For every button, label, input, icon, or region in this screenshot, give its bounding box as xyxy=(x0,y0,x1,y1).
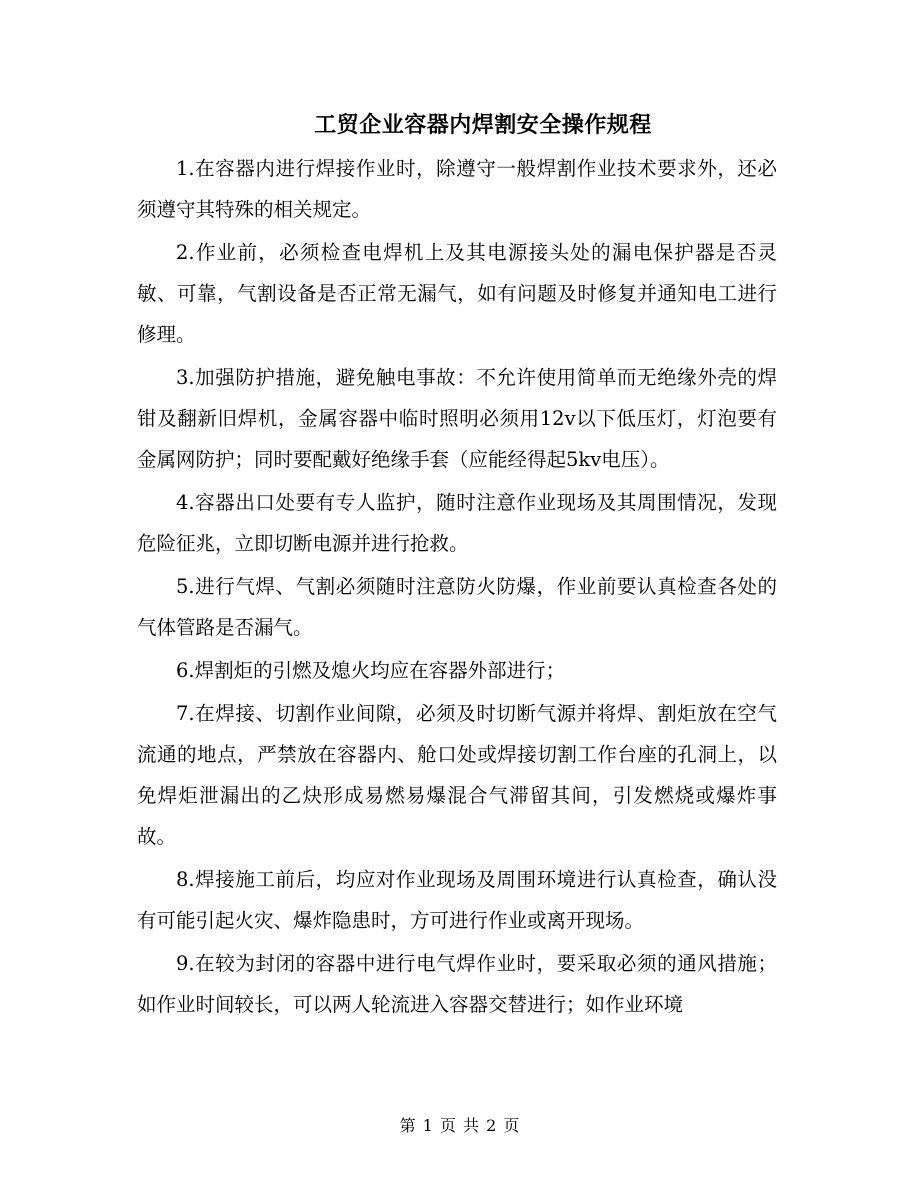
paragraph-6: 6.焊割炬的引燃及熄火均应在容器外部进行； xyxy=(176,659,566,682)
paragraph-9: 9.在较为封闭的容器中进行电气焊作业时，要采取必须的通风措施；如作业时间较长，可以两人轮流进入容器交替进行；如作业环境 xyxy=(137,952,777,1016)
paragraph-3: 3.加强防护措施，避免触电事故：不允许使用简单而无绝缘外壳的焊钳及翻新旧焊机，金属容器中临时照明必须用12v以下低压灯，灯泡要有金属网防护；同时要配戴好绝缘手套（应能经得起5kv电压）。 xyxy=(137,366,777,471)
document-title: 工贸企业容器内焊割安全操作规程 xyxy=(314,112,652,138)
paragraph-2: 2.作业前，必须检查电焊机上及其电源接头处的漏电保护器是否灵敏、可靠，气割设备是否正常无漏气，如有问题及时修复并通知电工进行修理。 xyxy=(137,241,777,346)
paragraph-8: 8.焊接施工前后，均应对作业现场及周围环境进行认真检查，确认没有可能引起火灾、爆炸隐患时，方可进行作业或离开现场。 xyxy=(137,868,777,932)
page-footer: 第 1 页 共 2 页 xyxy=(399,1116,521,1135)
paragraph-1: 1.在容器内进行焊接作业时，除遵守一般焊割作业技术要求外，还必须遵守其特殊的相关规定。 xyxy=(137,157,777,221)
paragraph-7: 7.在焊接、切割作业间隙，必须及时切断气源并将焊、割炬放在空气流通的地点，严禁放在容器内、舱口处或焊接切割工作台座的孔洞上，以免焊炬泄漏出的乙炔形成易燃易爆混合气滞留其间，引发燃烧或爆炸事故。 xyxy=(137,702,777,848)
paragraph-5: 5.进行气焊、气割必须随时注意防火防爆，作业前要认真检查各处的气体管路是否漏气。 xyxy=(137,575,777,639)
paragraph-4: 4.容器出口处要有专人监护，随时注意作业现场及其周围情况，发现危险征兆，立即切断电源并进行抢救。 xyxy=(137,491,777,555)
document-body xyxy=(137,148,777,1027)
